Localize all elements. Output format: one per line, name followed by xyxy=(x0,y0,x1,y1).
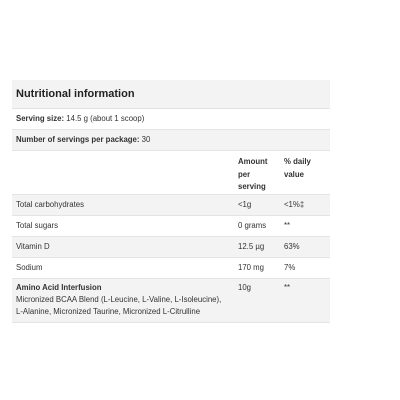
header-daily-line2: value xyxy=(284,169,304,179)
nutrient-daily-value: ** xyxy=(280,215,330,236)
table-row xyxy=(12,236,330,257)
nutrition-panel xyxy=(12,80,330,323)
serving-size-row xyxy=(12,109,330,130)
nutrient-amount: 170 mg xyxy=(234,257,280,278)
table-header-row xyxy=(12,151,330,194)
nutrient-name: Total sugars xyxy=(12,215,234,236)
amino-amount: 10g xyxy=(234,278,280,322)
header-amount xyxy=(234,151,280,194)
serving-size-value: 14.5 g (about 1 scoop) xyxy=(64,114,145,123)
servings-per-package-row xyxy=(12,130,330,151)
table-row xyxy=(12,194,330,215)
nutrient-daily-value: 7% xyxy=(280,257,330,278)
amino-daily-value: ** xyxy=(280,278,330,322)
nutrient-amount: 12.5 µg xyxy=(234,236,280,257)
header-name-cell xyxy=(12,151,234,194)
header-amount-line2: per xyxy=(238,169,251,179)
nutrient-name: Total carbohydrates xyxy=(12,194,234,215)
nutrient-amount: 0 grams xyxy=(234,215,280,236)
nutrient-name: Vitamin D xyxy=(12,236,234,257)
serving-size-label: Serving size: xyxy=(16,114,65,123)
nutrition-table xyxy=(12,151,330,323)
nutrient-daily-value: <1%‡ xyxy=(280,194,330,215)
servings-per-package-label: Number of servings per package: xyxy=(16,135,140,144)
nutrient-amount: <1g xyxy=(234,194,280,215)
header-amount-line1: Amount xyxy=(238,157,268,166)
table-row xyxy=(12,215,330,236)
servings-per-package-value: 30 xyxy=(139,135,151,144)
amino-description: Micronized BCAA Blend (L-Leucine, L-Valine, L-Isoleucine), L-Alanine, Micronized Taurine, Micronized L-Citrulline xyxy=(16,294,222,316)
nutrient-name: Sodium xyxy=(12,257,234,278)
panel-title: Nutritional information xyxy=(12,80,330,109)
nutrient-daily-value: 63% xyxy=(280,236,330,257)
amino-cell xyxy=(12,278,234,322)
header-daily-value xyxy=(280,151,330,194)
table-row xyxy=(12,257,330,278)
table-row-amino-acid-interfusion xyxy=(12,278,330,322)
header-daily-line1: % daily xyxy=(284,157,311,166)
amino-title: Amino Acid Interfusion xyxy=(16,282,102,292)
header-amount-line3: serving xyxy=(238,182,266,191)
